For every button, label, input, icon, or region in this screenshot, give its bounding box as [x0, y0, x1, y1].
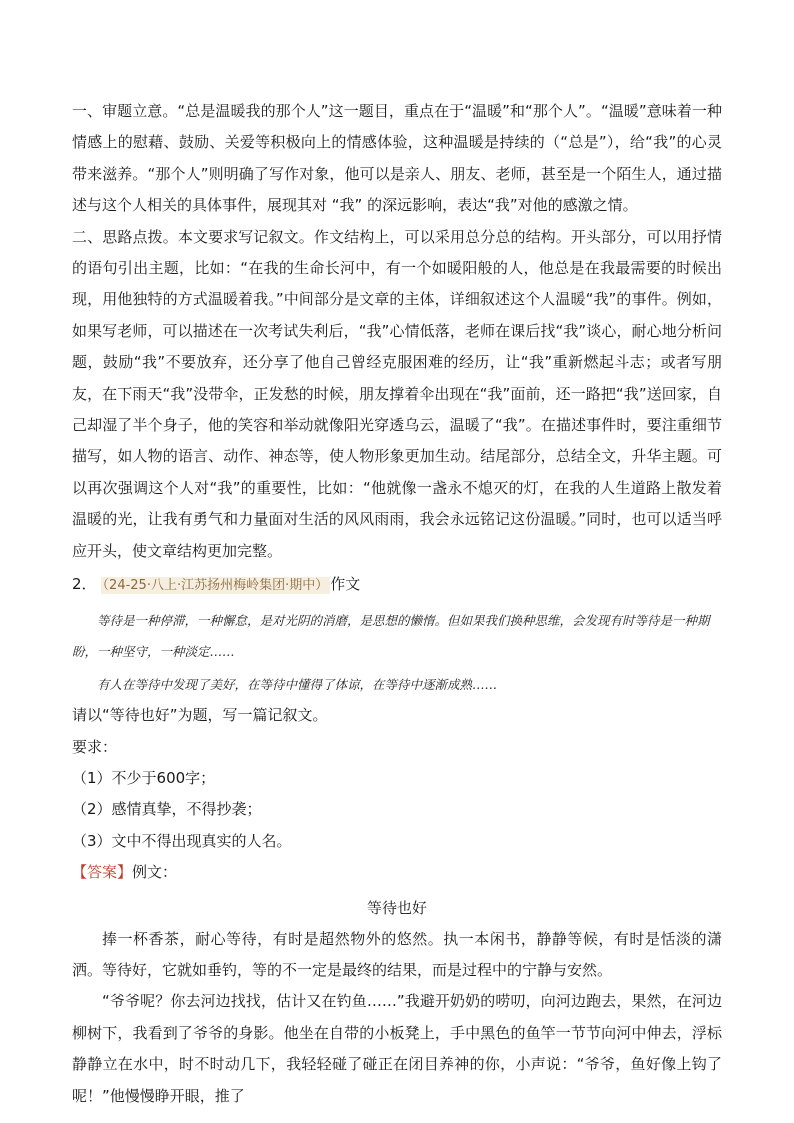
answer-label: 例文： [132, 863, 178, 882]
answer-tag: 【答案】 [72, 863, 133, 882]
essay-instruction: 请以“等待也好”为题，写一篇记叙文。 [72, 706, 328, 725]
document-page [72, 96, 722, 1112]
question-2-header [72, 569, 722, 601]
requirement-item: （3）文中不得出现真实的人名。 [72, 831, 292, 850]
essay-prompt-line-1: 等待是一种停滞，一种懈怠，是对光阴的消磨，是思想的懒惰。但如果我们换种思维，会发现有时等待是一种期盼，一种坚守，一种淡定…… [72, 613, 710, 660]
essay-prompt-line-2: 有人在等待中发现了美好，在等待中懂得了体谅，在等待中逐渐成熟…… [97, 677, 498, 693]
essay-title: 等待也好 [366, 898, 427, 917]
question-number: 2． [72, 575, 97, 594]
essay-paragraph: “爷爷呢？你去河边找找，估计又在钓鱼……”我避开奶奶的唠叨，向河边跑去，果然，在河边柳树下，我看到了爷爷的身影。他坐在自带的小板凳上，手中黑色的鱼竿一节节向河中伸去，浮标静静立在水中，时不时动几下，我轻轻碰了碰正在闭目养神的你，小声说：“爷爷，鱼好像上钩了呢！”他慢慢睁开眼，推了 [72, 992, 722, 1105]
answer-header [72, 857, 722, 888]
section-1-paragraph: 一、审题立意。“总是温暖我的那个人”这一题目，重点在于“温暖”和“那个人”。“温暖”意味着一种情感上的慰藉、鼓励、关爱等积极向上的情感体验，这种温暖是持续的（“总是”），给“我”的心灵带来滋养。“那个人”则明确了写作对象，他可以是亲人、朋友、老师，甚至是一个陌生人，通过描述与这个人相关的具体事件，展现其对 “我” 的深远影响，表达“我”对他的感激之情。 [72, 102, 722, 215]
question-source-badge: （24-25·八上·江苏扬州梅岭集团·期中） [102, 578, 329, 594]
requirement-item: （1）不少于600字； [72, 768, 216, 787]
requirement-item: （2）感情真挚，不得抄袭； [72, 800, 262, 819]
question-type: 作文 [330, 575, 361, 594]
section-2-paragraph: 二、思路点拨。本文要求写记叙文。作文结构上，可以采用总分总的结构。开头部分，可以用抒情的语句引出主题，比如：“在我的生命长河中，有一个如暖阳般的人，他总是在我最需要的时候出现，用他独特的方式温暖着我。”中间部分是文章的主体，详细叙述这个人温暖“我”的事件。例如，如果写老师，可以描述在一次考试失利后，“我”心情低落，老师在课后找“我”谈心，耐心地分析问题，鼓励“我”不要放弃，还分享了他自己曾经克服困难的经历，让“我”重新燃起斗志；或者写朋友，在下雨天“我”没带伞，正发愁的时候，朋友撑着伞出现在“我”面前，还一路把“我”送回家，自己却湿了半个身子，他的笑容和举动就像阳光穿透乌云，温暖了“我”。在描述事件时，要注重细节描写，如人物的语言、动作、神态等，使人物形象更加生动。结尾部分，总结全文，升华主题。可以再次强调这个人对“我”的重要性，比如：“他就像一盏永不熄灭的灯，在我的人生道路上散发着温暖的光，让我有勇气和力量面对生活的风风雨雨，我会永远铭记这份温暖。”同时，也可以适当呼应开头，使文章结构更加完整。 [72, 227, 722, 560]
essay-paragraph: 捧一杯香茶，耐心等待，有时是超然物外的悠然。执一本闲书，静静等候，有时是恬淡的潇洒。等待好，它就如垂钓，等的不一定是最终的结果，而是过程中的宁静与安然。 [72, 929, 722, 979]
requirements-label: 要求： [72, 737, 118, 756]
